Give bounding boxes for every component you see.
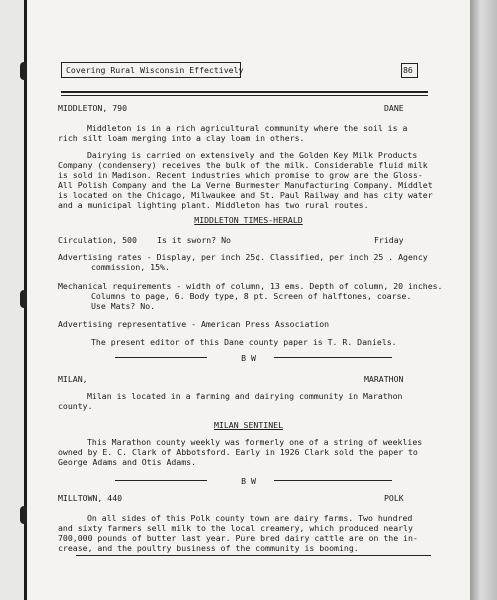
- running-header-box: [61, 62, 244, 78]
- middleton-editor: The present editor of this Dane county paper is T. R. Daniels.: [91, 337, 397, 347]
- milan-p2-line: owned by E. C. Clark of Abbotsford. Early in 1926 Clark sold the paper to: [58, 447, 418, 457]
- middleton-p1-line: rich silt loam merging into a clay loam in others.: [58, 133, 305, 143]
- milltown-p1-line: crease, and the poultry business of the community is booming.: [58, 543, 359, 553]
- milan-p2-line: This Marathon county weekly was formerly one of a string of weeklies: [87, 437, 423, 447]
- milan-p2-line: George Adams and Otis Adams.: [58, 457, 197, 467]
- milltown-p1-line: 700,000 pounds of butter last year. Pure bred dairy cattle are on the in-: [58, 533, 418, 543]
- middleton-representative: Advertising representative - American Press Association: [58, 319, 330, 329]
- separator-rule-right: [274, 357, 392, 358]
- adjacent-page-edge: [470, 0, 497, 600]
- milltown-heading: MILLTOWN, 440: [58, 493, 123, 503]
- bottom-rule: [76, 555, 431, 556]
- milltown-county: POLK: [384, 493, 404, 503]
- middleton-p2-line: is sold in Madison. Recent industries which promise to grow are the Gloss-: [58, 170, 423, 180]
- separator-mark: B W: [241, 353, 256, 363]
- middleton-sworn: Is it sworn? No: [157, 235, 231, 245]
- header-rule-thick: [61, 91, 428, 93]
- milan-heading: MILAN,: [58, 374, 88, 384]
- middleton-mechanical-line: Columns to page, 6. Body type, 8 pt. Screen of halftones, coarse.: [91, 291, 412, 301]
- middleton-p2-line: Company (condensery) receives the bulk of the milk. Considerable fluid milk: [58, 160, 428, 170]
- header-rule-thin: [61, 95, 428, 96]
- separator-mark: B W: [241, 476, 256, 486]
- page-number-box: [401, 63, 418, 78]
- middleton-circulation: Circulation, 500: [58, 235, 137, 245]
- middleton-paper-name: MIDDLETON TIMES-HERALD: [194, 215, 303, 225]
- middleton-advertising-line: commission, 15%.: [91, 262, 170, 272]
- milan-paper-name: MILAN SENTINEL: [213, 420, 283, 430]
- middleton-p2-line: Dairying is carried on extensively and the Golden Key Milk Products: [87, 150, 418, 160]
- milltown-p1-line: On all sides of this Polk county town are dairy farms. Two hundred: [87, 513, 413, 523]
- middleton-p2-line: All Polish Company and the La Verne Burmester Manufacturing Company. Middlet: [58, 180, 433, 190]
- milan-county: MARATHON: [364, 374, 404, 384]
- page-number: 86: [403, 65, 413, 75]
- running-header-title: Covering Rural Wisconsin Effectively: [66, 65, 244, 75]
- middleton-publication-day: Friday: [374, 235, 404, 245]
- milan-p1-line: county.: [58, 401, 93, 411]
- middleton-heading: MIDDLETON, 790: [58, 103, 128, 113]
- separator-rule-right: [274, 480, 392, 481]
- middleton-p2-line: and a municipal lighting plant. Middleton has two rural routes.: [58, 200, 369, 210]
- middleton-mechanical-line: Use Mats? No.: [91, 301, 156, 311]
- middleton-mechanical-line: Mechanical requirements - width of column, 13 ems. Depth of column, 20 inches.: [58, 281, 443, 291]
- middleton-county: DANE: [384, 103, 404, 113]
- milan-p1-line: Milan is located in a farming and dairying community in Marathon: [87, 391, 403, 401]
- document-page: [27, 0, 470, 600]
- milltown-p1-line: and sixty farmers sell milk to the local creamery, which produced nearly: [58, 523, 413, 533]
- middleton-p1-line: Middleton is in a rich agricultural community where the soil is a: [87, 123, 408, 133]
- middleton-p2-line: is located on the Chicago, Milwaukee and St. Paul Railway and has city water: [58, 190, 433, 200]
- middleton-advertising-line: Advertising rates - Display, per inch 25¢. Classified, per inch 25 . Agency: [58, 252, 428, 262]
